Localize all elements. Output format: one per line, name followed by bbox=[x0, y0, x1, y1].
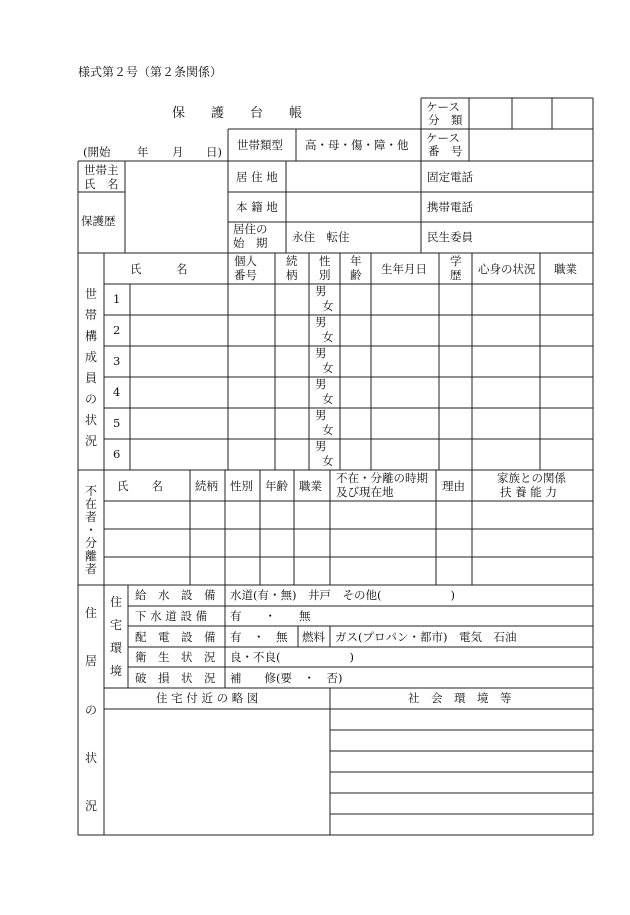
absent-header-name: 氏 名 bbox=[117, 479, 163, 493]
absent-header-relation: 続柄 bbox=[195, 479, 218, 493]
household-type-label: 世帯類型 bbox=[237, 138, 283, 152]
housing-env-char: 宅 bbox=[109, 618, 122, 632]
social-area[interactable] bbox=[331, 710, 592, 834]
residence-field[interactable] bbox=[287, 162, 420, 191]
members-header-relation-2: 柄 bbox=[286, 268, 298, 282]
household-type-options[interactable]: 高・母・傷・障・他 bbox=[305, 138, 409, 152]
members-header-health: 心身の状況 bbox=[478, 262, 536, 276]
member-row-number: 2 bbox=[113, 323, 121, 337]
absent-side-char: 者 bbox=[84, 562, 97, 576]
head-label-2: 氏 名 bbox=[84, 177, 119, 191]
housing-env-char: 境 bbox=[109, 664, 122, 678]
power-label: 配 電 設 備 bbox=[135, 630, 216, 644]
absent-side-char: 不 bbox=[84, 484, 97, 498]
start-date-open: (開始 bbox=[83, 145, 111, 159]
housing-env-char: 環 bbox=[109, 641, 122, 655]
mobile-field[interactable] bbox=[480, 193, 592, 221]
social-label: 社 会 環 境 等 bbox=[408, 691, 512, 705]
sketch-area[interactable] bbox=[105, 710, 329, 834]
water-supply-label: 給 水 設 備 bbox=[135, 588, 216, 602]
absent-header-period-1: 不在・分離の時期 bbox=[336, 471, 428, 485]
member-row-number: 1 bbox=[113, 292, 121, 306]
sewer-value[interactable]: 有 ・ 無 bbox=[230, 609, 311, 623]
members-header-sex-1: 性 bbox=[319, 254, 331, 268]
case-number-label-1: ケース bbox=[426, 131, 460, 145]
members-header-personal-no-1: 個人 bbox=[234, 254, 257, 268]
absent-header-period-2: 及び現在地 bbox=[336, 485, 394, 499]
case-category-field-2[interactable] bbox=[513, 99, 551, 128]
case-category-field-3[interactable] bbox=[553, 99, 592, 128]
member-row-female[interactable]: 女 bbox=[322, 423, 334, 437]
absent-header-job: 職業 bbox=[299, 479, 322, 493]
absent-header-reason: 理由 bbox=[442, 479, 465, 493]
absent-side-char: 在 bbox=[84, 497, 97, 511]
absent-side-char: ・ bbox=[84, 523, 97, 537]
member-row-male[interactable]: 男 bbox=[315, 408, 327, 422]
start-date-day: 日) bbox=[206, 145, 222, 159]
case-category-label-1: ケース bbox=[426, 100, 460, 114]
member-row-female[interactable]: 女 bbox=[322, 361, 334, 375]
welfare-commissioner-field[interactable] bbox=[480, 223, 592, 252]
member-row-number: 4 bbox=[113, 385, 121, 399]
fuel-label: 燃料 bbox=[302, 630, 325, 644]
members-header-edu-1: 学 bbox=[450, 254, 462, 268]
domicile-label: 本 籍 地 bbox=[236, 200, 278, 214]
member-row-number: 3 bbox=[113, 354, 121, 368]
members-side-char: の bbox=[84, 392, 97, 406]
housing-side-char: の bbox=[84, 703, 97, 717]
history-field[interactable] bbox=[126, 193, 227, 252]
members-header-edu-2: 歴 bbox=[450, 268, 462, 282]
sketch-label: 住 宅 付 近 の 略 図 bbox=[156, 691, 259, 705]
housing-side-char: 況 bbox=[84, 799, 97, 813]
members-side-char: 帯 bbox=[84, 308, 97, 322]
residence-start-options[interactable]: 永住 転住 bbox=[292, 230, 350, 244]
welfare-commissioner-label: 民生委員 bbox=[427, 230, 473, 244]
case-number-label-2: 番 号 bbox=[428, 144, 463, 158]
absent-side-char: 離 bbox=[84, 549, 97, 563]
members-header-name: 氏 名 bbox=[130, 262, 188, 276]
absent-side-char: 者 bbox=[84, 510, 97, 524]
absent-side-char: 分 bbox=[84, 536, 97, 550]
landline-label: 固定電話 bbox=[427, 170, 473, 184]
members-side-char: 員 bbox=[84, 371, 97, 385]
members-header-sex-2: 別 bbox=[319, 268, 331, 282]
members-header-birth: 生年月日 bbox=[381, 262, 427, 276]
member-row-male[interactable]: 男 bbox=[315, 346, 327, 360]
member-row-number: 5 bbox=[113, 416, 121, 430]
fuel-value[interactable]: ガス(プロパン・都市) 電気 石油 bbox=[335, 630, 517, 644]
mobile-label: 携帯電話 bbox=[427, 200, 473, 214]
residence-start-label-2: 始 期 bbox=[233, 236, 268, 250]
members-side-char: 況 bbox=[84, 434, 97, 448]
absent-header-family-2: 扶 養 能 力 bbox=[500, 485, 557, 499]
power-value[interactable]: 有 ・ 無 bbox=[230, 630, 288, 644]
members-side-char: 世 bbox=[84, 287, 97, 301]
head-name-field[interactable] bbox=[126, 162, 227, 191]
members-header-job: 職業 bbox=[554, 262, 577, 276]
sewer-label: 下 水 道 設 備 bbox=[135, 609, 208, 623]
member-row-female[interactable]: 女 bbox=[322, 392, 334, 406]
member-row-male[interactable]: 男 bbox=[315, 377, 327, 391]
housing-side-char: 居 bbox=[84, 654, 97, 668]
form-number: 様式第２号（第２条関係） bbox=[78, 65, 223, 79]
damage-value[interactable]: 補 修(要 ・ 否) bbox=[230, 671, 343, 685]
housing-env-char: 住 bbox=[109, 595, 122, 609]
water-supply-value[interactable]: 水道(有・無) 井戸 その他( ) bbox=[230, 588, 455, 602]
members-header-age-2: 齢 bbox=[350, 268, 362, 282]
housing-side-char: 住 bbox=[84, 606, 97, 620]
members-side-char: 状 bbox=[84, 413, 97, 427]
case-number-field[interactable] bbox=[470, 130, 592, 160]
members-side-char: 成 bbox=[84, 350, 97, 364]
absent-header-sex: 性別 bbox=[230, 479, 253, 493]
landline-field[interactable] bbox=[480, 162, 592, 191]
head-label-1: 世帯主 bbox=[84, 163, 119, 177]
history-label: 保護歴 bbox=[81, 214, 116, 228]
members-header-relation-1: 続 bbox=[286, 254, 298, 268]
member-row-number: 6 bbox=[113, 447, 121, 461]
sanitation-label: 衛 生 状 況 bbox=[135, 650, 216, 664]
members-header-age-1: 年 bbox=[350, 254, 362, 268]
member-row-female[interactable]: 女 bbox=[322, 454, 334, 468]
member-row-female[interactable]: 女 bbox=[322, 299, 334, 313]
absent-header-family-1: 家族との関係 bbox=[497, 471, 566, 485]
member-row-male[interactable]: 男 bbox=[315, 315, 327, 329]
residence-start-label-1: 居住の bbox=[233, 222, 268, 236]
start-date-month: 月 bbox=[172, 145, 184, 159]
domicile-field[interactable] bbox=[287, 193, 420, 221]
case-category-label-2: 分 類 bbox=[428, 113, 463, 127]
member-row-male[interactable]: 男 bbox=[315, 439, 327, 453]
members-header-personal-no-2: 番号 bbox=[234, 268, 257, 282]
start-date-year: 年 bbox=[137, 145, 149, 159]
member-row-male[interactable]: 男 bbox=[315, 284, 327, 298]
form-title: 保 護 台 帳 bbox=[172, 106, 303, 121]
housing-side-char: 状 bbox=[84, 751, 97, 765]
member-row-female[interactable]: 女 bbox=[322, 330, 334, 344]
case-category-field-1[interactable] bbox=[470, 99, 511, 128]
absent-header-age: 年齢 bbox=[265, 479, 288, 493]
members-side-char: 構 bbox=[84, 329, 97, 343]
sanitation-value[interactable]: 良・不良( ) bbox=[230, 650, 354, 664]
damage-label: 破 損 状 況 bbox=[135, 671, 216, 685]
residence-label: 居 住 地 bbox=[236, 170, 278, 184]
